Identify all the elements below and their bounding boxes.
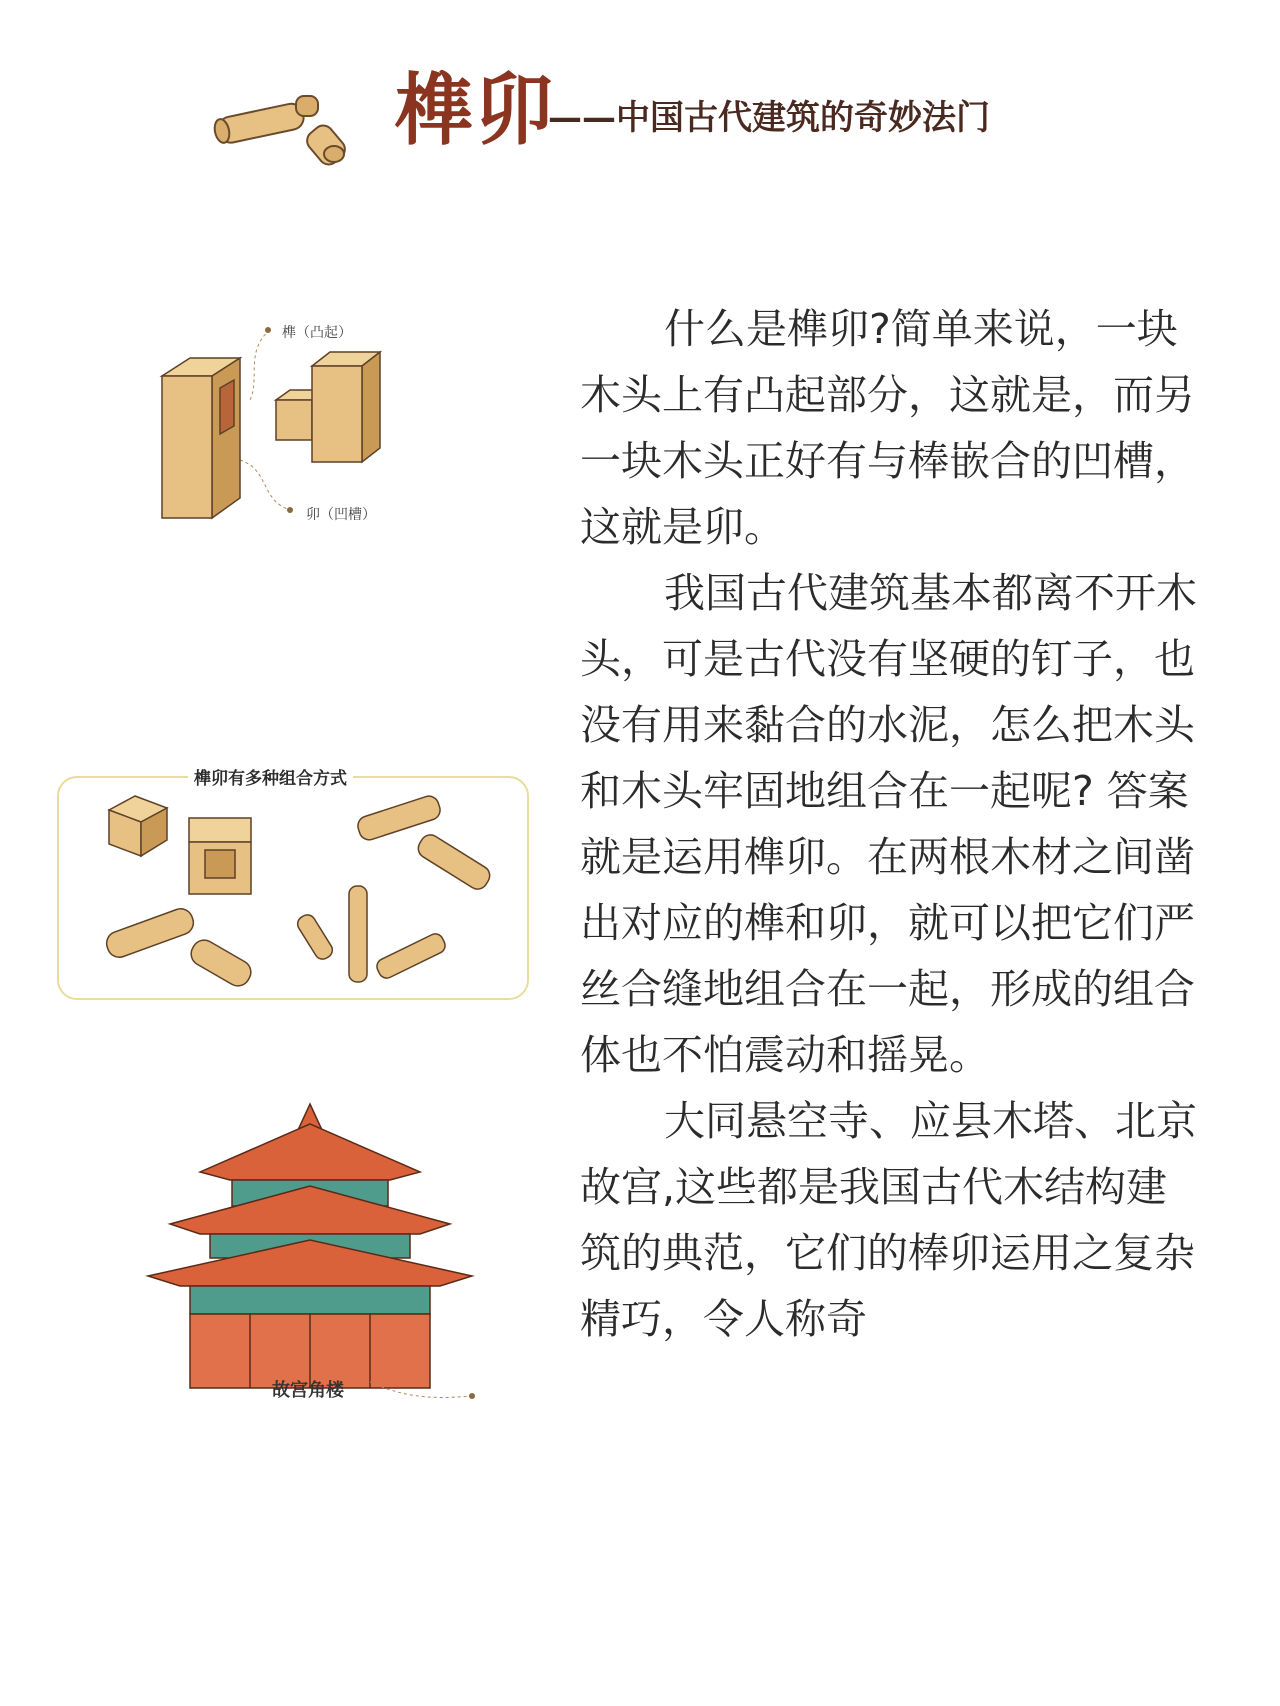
- wooden-peg-icon: [212, 86, 362, 166]
- page-title: 榫卯: [395, 65, 556, 156]
- joint-combinations-illustration: [57, 770, 537, 1010]
- tower-caption: 故宫角楼: [272, 1380, 344, 1401]
- page-subtitle: ——中国古代建筑的奇妙法门: [548, 98, 990, 138]
- paragraph-examples: 大同悬空寺、应县木塔、北京故宫,这些都是我国古代木结构建筑的典范，它们的棒卯运用之复杂精巧，令人称奇: [580, 1097, 1197, 1343]
- mortise-label: 卯（凹槽）: [306, 507, 376, 523]
- article-body: [580, 296, 1200, 1352]
- paragraph-history: 我国古代建筑基本都离不开木头，可是古代没有坚硬的钉子，也没有用来黏合的水泥，怎么把木头和木头牢固地组合在一起呢? 答案就是运用榫卯。在两根木材之间凿出对应的榫和卯，就可以把它们严丝合缝地组合在一起，形成的组合体也不怕震动和摇晃。: [580, 569, 1197, 1079]
- tenon-label: 榫（凸起）: [282, 325, 352, 341]
- corner-tower-illustration: [140, 1100, 480, 1400]
- mortise-tenon-illustration: [150, 310, 450, 540]
- combinations-title: 榫卯有多种组合方式: [188, 764, 353, 789]
- paragraph-intro: 什么是榫卯?简单来说，一块木头上有凸起部分，这就是，而另一块木头正好有与棒嵌合的凹槽，这就是卯。: [580, 305, 1195, 551]
